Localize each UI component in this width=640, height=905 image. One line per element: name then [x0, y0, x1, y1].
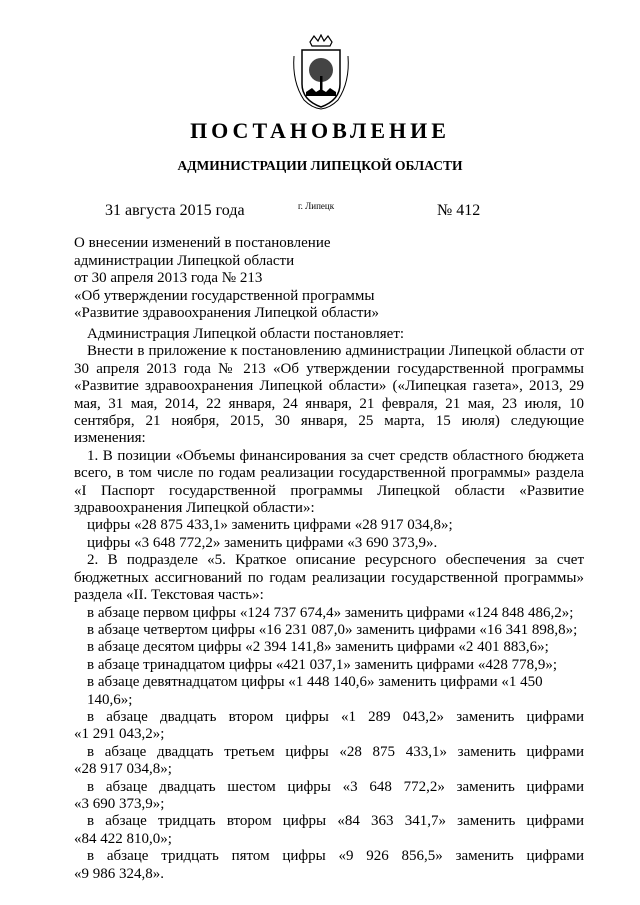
list-item: в абзаце тридцать втором цифры «84 363 341,7» заменить цифрами [87, 813, 584, 830]
list-item: цифры «3 648 772,2» заменить цифрами «3 690 373,9». [87, 534, 438, 551]
document-title: ПОСТАНОВЛЕНИЕ [190, 118, 450, 143]
list-item: цифры «28 875 433,1» заменить цифрами «28 917 034,8»; [87, 517, 453, 534]
list-item-continuation: «28 917 034,8»; [74, 761, 172, 778]
list-item: в абзаце тринадцатом цифры «421 037,1» заменить цифрами «428 778,9»; [87, 656, 557, 673]
document-subtitle: АДМИНИСТРАЦИИ ЛИПЕЦКОЙ ОБЛАСТИ [177, 158, 463, 173]
subject-block [74, 235, 379, 323]
list-item: в абзаце двадцать втором цифры «1 289 043,2» заменить цифрами [87, 708, 584, 725]
document-body [74, 326, 584, 883]
document-date: 31 августа 2015 года [105, 202, 245, 219]
intro-paragraph: Администрация Липецкой области постановляет: [87, 326, 405, 342]
subject-line: «Об утверждении государственной программы [74, 287, 375, 304]
list-item: в абзаце первом цифры «124 737 674,4» заменить цифрами «124 848 486,2»; [87, 604, 574, 621]
list-item: в абзаце двадцать третьем цифры «28 875 433,1» заменить цифрами [87, 743, 584, 760]
document-number: № 412 [437, 202, 481, 219]
subject-line: О внесении изменений в постановление [74, 235, 331, 251]
subject-line: администрации Липецкой области [74, 252, 295, 269]
list-item: в абзаце десятом цифры «2 394 141,8» заменить цифрами «2 401 883,6»; [87, 639, 549, 656]
list-item-continuation: «3 690 373,9»; [74, 795, 165, 812]
list-item-continuation: «9 986 324,8». [74, 865, 164, 882]
subject-line: «Развитие здравоохранения Липецкой области» [74, 305, 379, 321]
subject-line: от 30 апреля 2013 года № 213 [74, 270, 263, 286]
list-item-continuation: «1 291 043,2»; [74, 726, 165, 743]
document-city: г. Липецк [298, 201, 335, 211]
paragraph: 1. В позиции «Объемы финансирования за счет средств областного бюджета всего, в том числе по годам реализации государственной программы» раздела «I Паспорт государственной программы Липецкой области «Развитие здравоохранения Липецкой области»: [74, 447, 584, 517]
list-item-continuation: «84 422 810,0»; [74, 830, 172, 847]
list-item: в абзаце четвертом цифры «16 231 087,0» заменить цифрами «16 341 898,8»; [87, 621, 578, 638]
paragraph: Внести в приложение к постановлению администрации Липецкой области от 30 апреля 2013 года № 213 «Об утверждении государственной программы «Развитие здравоохранения Липецкой области» («Липецкая газета», 2013, 29 мая, 31 мая, 2014, 22 января, 24 января, 21 февраля, 21 мая, 23 июля, 10 сентября, 21 ноября, 2015, 30 января, 25 марта, 15 июля) следующие изменения: [74, 343, 584, 447]
coat-of-arms-icon [290, 34, 352, 110]
paragraph: 2. В подразделе «5. Краткое описание ресурсного обеспечения за счет бюджетных ассигнований по годам реализации государственной программы» раздела «II. Текстовая часть»: [74, 552, 584, 604]
list-item: в абзаце девятнадцатом цифры «1 448 140,6» заменить цифрами «1 450 140,6»; [87, 674, 543, 708]
list-item: в абзаце двадцать шестом цифры «3 648 772,2» заменить цифрами [87, 778, 584, 795]
list-item: в абзаце тридцать пятом цифры «9 926 856,5» заменить цифрами [87, 848, 584, 865]
